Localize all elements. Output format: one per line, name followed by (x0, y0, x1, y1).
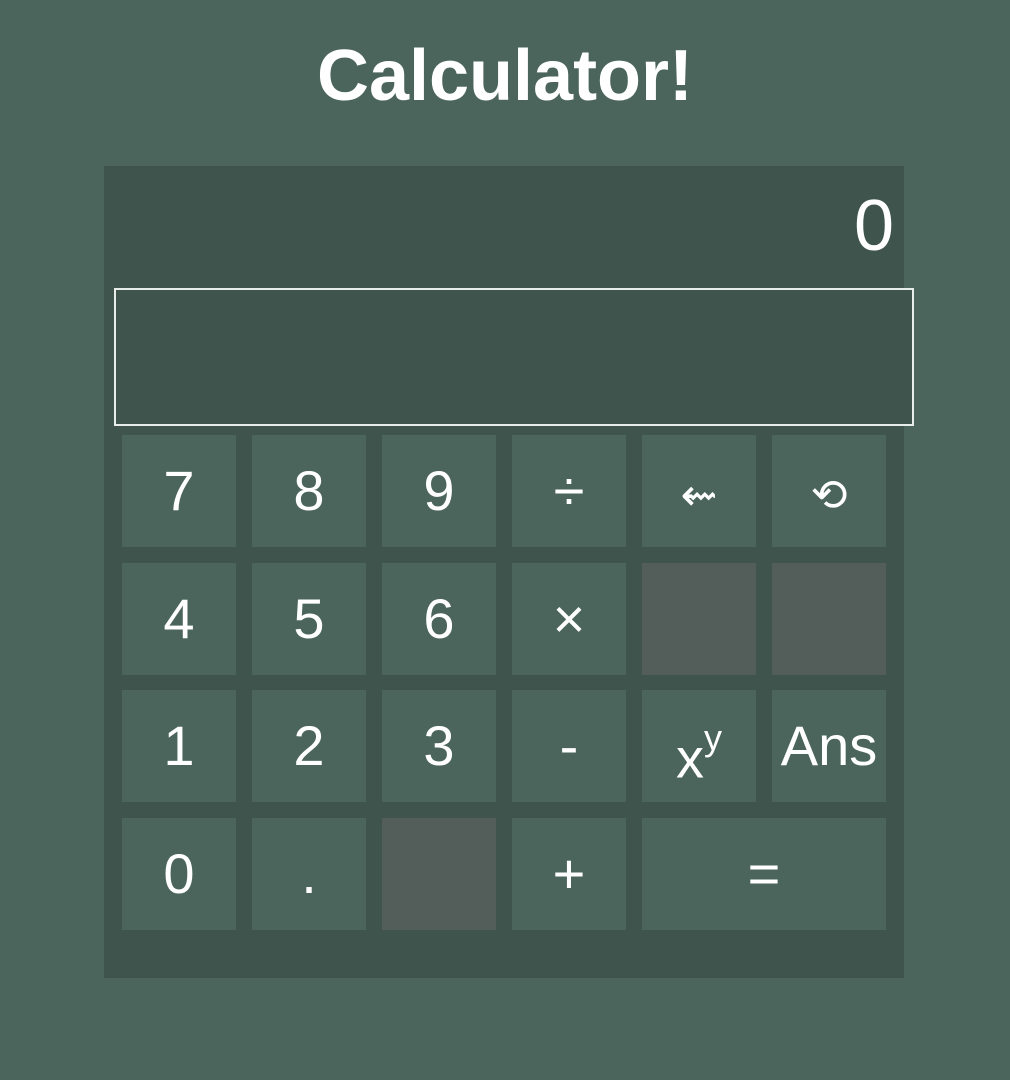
decimal-button[interactable]: . (252, 818, 366, 930)
key-2[interactable]: 2 (252, 690, 366, 802)
power-base-label: x (676, 726, 704, 790)
key-3[interactable]: 3 (382, 690, 496, 802)
key-4[interactable]: 4 (122, 563, 236, 675)
key-7[interactable]: 7 (122, 435, 236, 547)
ans-button[interactable]: Ans (772, 690, 886, 802)
blank-key (772, 563, 886, 675)
page-title: Calculator! (316, 36, 694, 116)
key-6[interactable]: 6 (382, 563, 496, 675)
minus-button[interactable]: - (512, 690, 626, 802)
backspace-icon: ⇜ (680, 471, 718, 520)
clear-button[interactable] (772, 435, 886, 547)
key-1[interactable]: 1 (122, 690, 236, 802)
backspace-button[interactable] (642, 435, 756, 547)
key-9[interactable]: 9 (382, 435, 496, 547)
power-exponent-label: y (704, 717, 722, 758)
equals-button[interactable]: = (642, 818, 886, 930)
reset-icon: ⟲ (810, 471, 848, 520)
blank-key (382, 818, 496, 930)
result-display: 0 (853, 186, 894, 266)
key-5[interactable]: 5 (252, 563, 366, 675)
divide-button[interactable]: ÷ (512, 435, 626, 547)
expression-input[interactable] (114, 288, 914, 426)
calculator-panel (104, 166, 904, 978)
blank-key (642, 563, 756, 675)
key-0[interactable]: 0 (122, 818, 236, 930)
power-button[interactable] (642, 690, 756, 802)
key-8[interactable]: 8 (252, 435, 366, 547)
multiply-button[interactable]: × (512, 563, 626, 675)
plus-button[interactable]: + (512, 818, 626, 930)
